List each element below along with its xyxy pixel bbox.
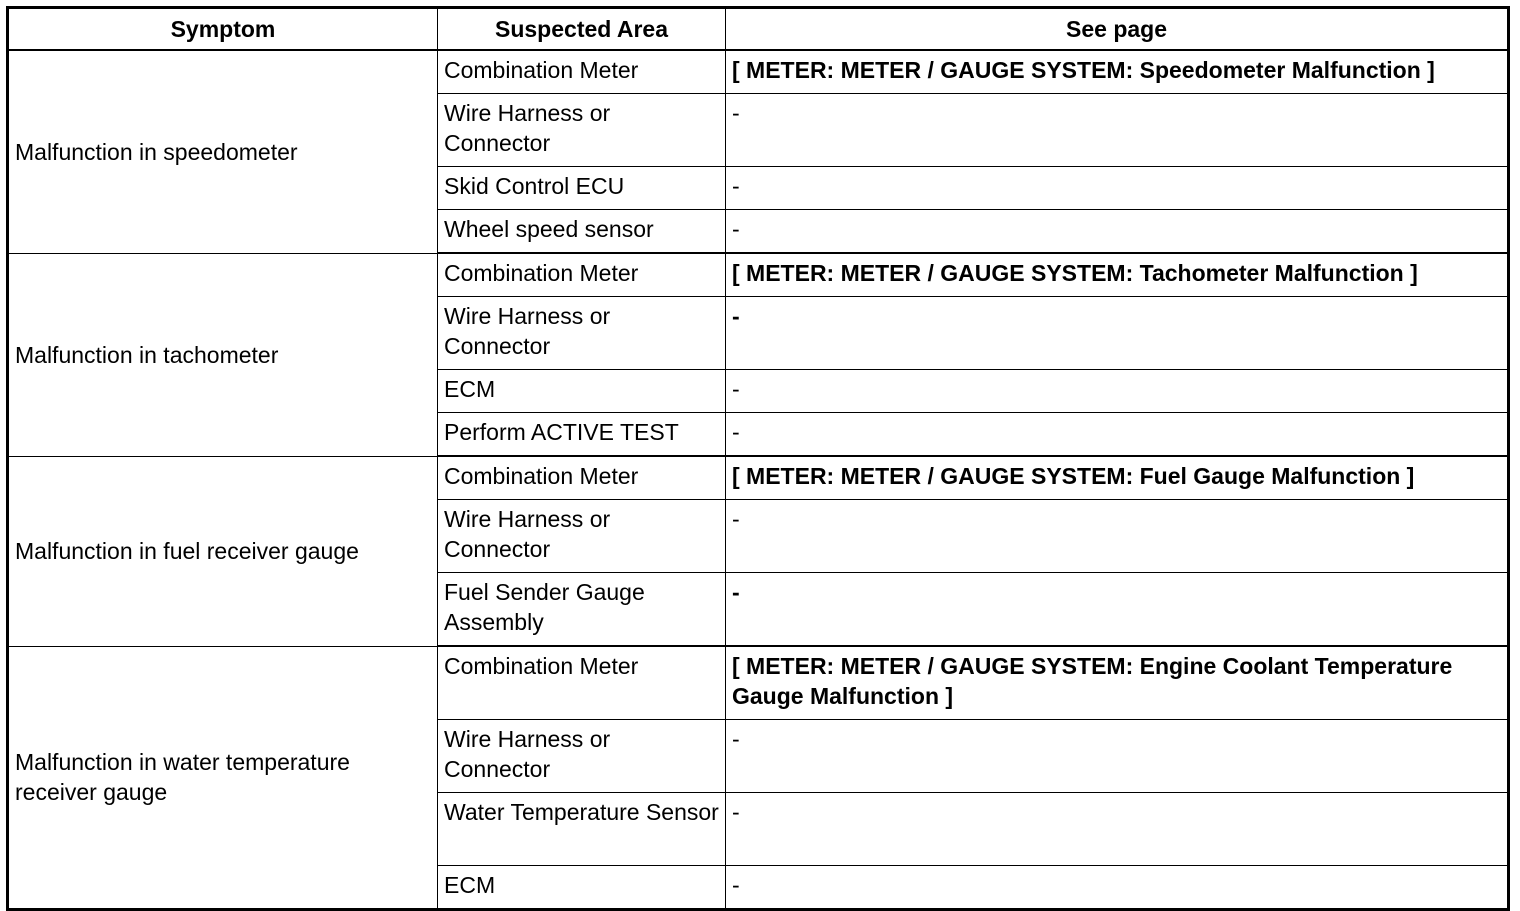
symptom-table xyxy=(6,6,1510,911)
suspected-area-cell: Combination Meter xyxy=(438,253,726,297)
see-page-cell: - xyxy=(726,500,1509,573)
see-page-cell: - xyxy=(726,793,1509,866)
symptom-cell: Malfunction in water temperature receiver gauge xyxy=(8,646,438,910)
see-page-cell: - xyxy=(726,370,1509,413)
suspected-area-cell: Skid Control ECU xyxy=(438,167,726,210)
suspected-area-cell: ECM xyxy=(438,370,726,413)
symptom-cell: Malfunction in tachometer xyxy=(8,253,438,456)
table-row xyxy=(8,50,1509,94)
see-page-cell: - xyxy=(726,94,1509,167)
suspected-area-cell: Wire Harness or Connector xyxy=(438,94,726,167)
table-row xyxy=(8,646,1509,720)
suspected-area-cell: Combination Meter xyxy=(438,50,726,94)
suspected-area-cell: Wheel speed sensor xyxy=(438,210,726,254)
header-suspected-area: Suspected Area xyxy=(438,8,726,51)
table-row xyxy=(8,253,1509,297)
suspected-area-cell: Wire Harness or Connector xyxy=(438,500,726,573)
suspected-area-cell: Combination Meter xyxy=(438,646,726,720)
suspected-area-cell: Wire Harness or Connector xyxy=(438,297,726,370)
see-page-cell: - xyxy=(726,720,1509,793)
see-page-link[interactable]: [ METER: METER / GAUGE SYSTEM: Engine Coolant Temperature Gauge Malfunction ] xyxy=(726,646,1509,720)
suspected-area-cell: Wire Harness or Connector xyxy=(438,720,726,793)
see-page-cell: - xyxy=(726,297,1509,370)
symptom-cell: Malfunction in fuel receiver gauge xyxy=(8,456,438,646)
see-page-cell: - xyxy=(726,167,1509,210)
see-page-link[interactable]: [ METER: METER / GAUGE SYSTEM: Tachometer Malfunction ] xyxy=(726,253,1509,297)
symptom-cell: Malfunction in speedometer xyxy=(8,50,438,253)
see-page-link[interactable]: [ METER: METER / GAUGE SYSTEM: Fuel Gauge Malfunction ] xyxy=(726,456,1509,500)
see-page-cell: - xyxy=(726,866,1509,910)
header-row xyxy=(8,8,1509,51)
table-row xyxy=(8,456,1509,500)
suspected-area-cell: ECM xyxy=(438,866,726,910)
see-page-link[interactable]: [ METER: METER / GAUGE SYSTEM: Speedometer Malfunction ] xyxy=(726,50,1509,94)
suspected-area-cell: Perform ACTIVE TEST xyxy=(438,413,726,457)
header-symptom: Symptom xyxy=(8,8,438,51)
see-page-cell: - xyxy=(726,210,1509,254)
header-see-page: See page xyxy=(726,8,1509,51)
see-page-cell: - xyxy=(726,573,1509,647)
suspected-area-cell: Fuel Sender Gauge Assembly xyxy=(438,573,726,647)
suspected-area-cell: Combination Meter xyxy=(438,456,726,500)
see-page-cell: - xyxy=(726,413,1509,457)
suspected-area-cell: Water Temperature Sensor xyxy=(438,793,726,866)
